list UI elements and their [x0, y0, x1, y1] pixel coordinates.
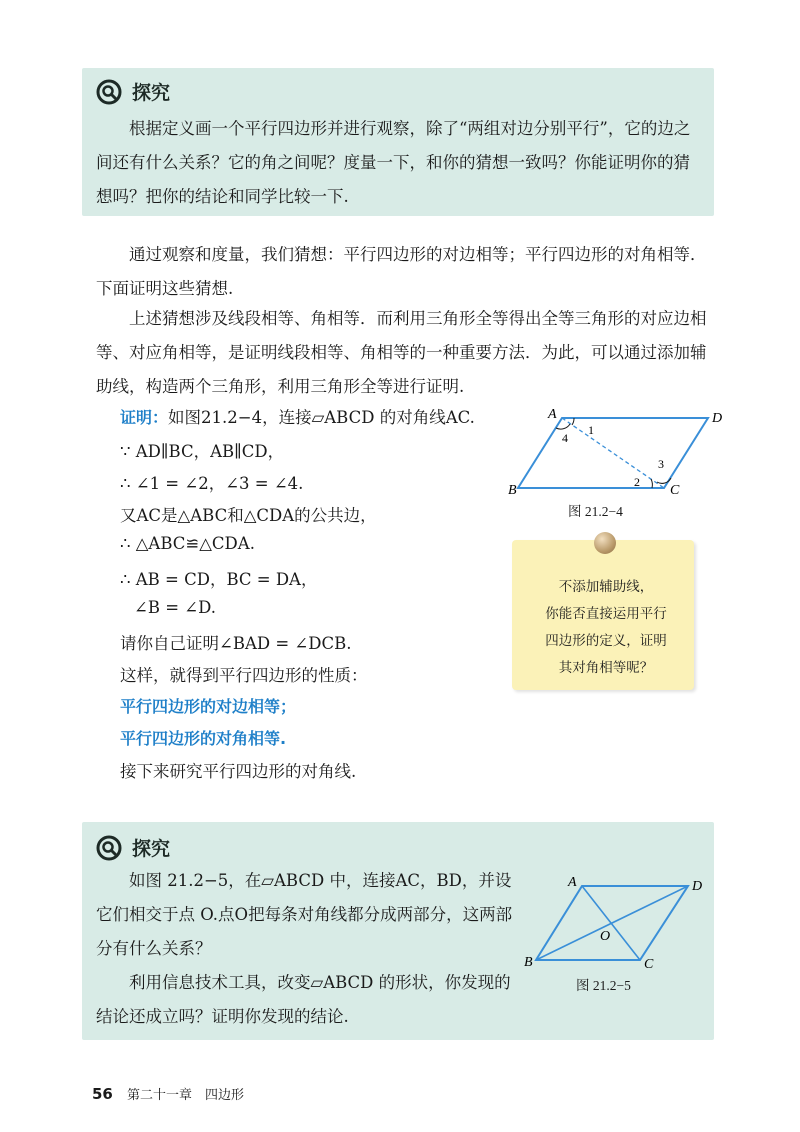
explore2-text-2: 利用信息技术工具，改变▱ABCD 的形状，你发现的结论还成立吗？证明你发现的结论. — [96, 973, 511, 1026]
fig1-label-A: A — [548, 407, 557, 422]
proof-line-7: ∠B = ∠D. — [134, 598, 216, 617]
explore-icon-2 — [96, 835, 122, 861]
proof-line-3: ∴ ∠1 = ∠2，∠3 = ∠4. — [120, 474, 304, 493]
pushpin-icon — [594, 532, 616, 554]
note-text: 不添加辅助线， 你能否直接运用平行 四边形的定义，证明 其对角相等呢？ — [545, 579, 667, 676]
property-opposite-angles: 平行四边形的对角相等. — [120, 729, 287, 748]
figure-21-2-5 — [520, 864, 720, 974]
sticky-note — [512, 540, 694, 690]
proof-line-2: ∵ AD∥BC，AB∥CD， — [120, 442, 285, 461]
figure-21-2-4-caption: 图 21.2−4 — [568, 504, 623, 519]
proof-line-10: 接下来研究平行四边形的对角线. — [120, 762, 357, 781]
explore-text: 根据定义画一个平行四边形并进行观察，除了“两组对边分别平行”，它的边之间还有什么关系？它的角之间呢？度量一下，和你的猜想一致吗？你能证明你的猜想吗？把你的结论和同学比较一下. — [96, 119, 691, 206]
fig1-angle-1: 1 — [588, 423, 594, 437]
fig1-angle-4: 4 — [562, 431, 568, 445]
proof-line-1: 证明：如图21.2−4，连接▱ABCD 的对角线AC. — [120, 408, 475, 427]
paragraph-method: 上述猜想涉及线段相等、角相等．而利用三角形全等得出全等三角形的对应边相等、对应角相等，是证明线段相等、角相等的一种重要方法．为此，可以通过添加辅助线，构造两个三角形，利用三角形全等进行证明. — [96, 309, 707, 396]
proof-line-8: 请你自己证明∠BAD = ∠DCB. — [120, 634, 352, 653]
fig1-label-D: D — [712, 411, 723, 426]
fig2-label-A: A — [568, 875, 577, 890]
explore-title-2: 探究 — [96, 834, 170, 861]
page-number: 56 — [92, 1085, 113, 1103]
page-footer — [92, 1084, 244, 1103]
figure-21-2-5-caption: 图 21.2−5 — [576, 978, 631, 993]
fig2-label-O: O — [600, 929, 611, 944]
paragraph-conjecture: 通过观察和度量，我们猜想：平行四边形的对边相等；平行四边形的对角相等．下面证明这些猜想. — [96, 245, 707, 298]
proof-line-4: 又AC是△ABC和△CDA的公共边， — [120, 506, 377, 525]
fig1-label-C: C — [670, 483, 680, 498]
proof-line-5: ∴ △ABC≌△CDA. — [120, 534, 255, 553]
explore2-text-1: 如图 21.2−5，在▱ABCD 中，连接AC，BD，并设它们相交于点 O.点O把每条对角线都分成两部分，这两部分有什么关系？ — [96, 871, 513, 958]
fig2-label-B: B — [524, 955, 533, 970]
explore-icon — [96, 79, 122, 105]
fig1-label-B: B — [508, 483, 517, 498]
explore-box-1 — [82, 68, 714, 216]
proof-line-6: ∴ AB = CD，BC = DA， — [120, 570, 318, 589]
property-opposite-sides: 平行四边形的对边相等； — [120, 697, 297, 716]
fig1-angle-3: 3 — [658, 457, 664, 471]
fig2-label-C: C — [644, 957, 654, 972]
proof-label: 证明： — [120, 408, 169, 427]
figure-21-2-4 — [500, 400, 740, 500]
fig2-label-D: D — [692, 879, 703, 894]
chapter-title: 第二十一章 四边形 — [127, 1088, 245, 1103]
fig1-angle-2: 2 — [634, 475, 640, 489]
proof-line-9: 这样，就得到平行四边形的性质： — [120, 666, 368, 685]
explore-title: 探究 — [96, 78, 170, 105]
